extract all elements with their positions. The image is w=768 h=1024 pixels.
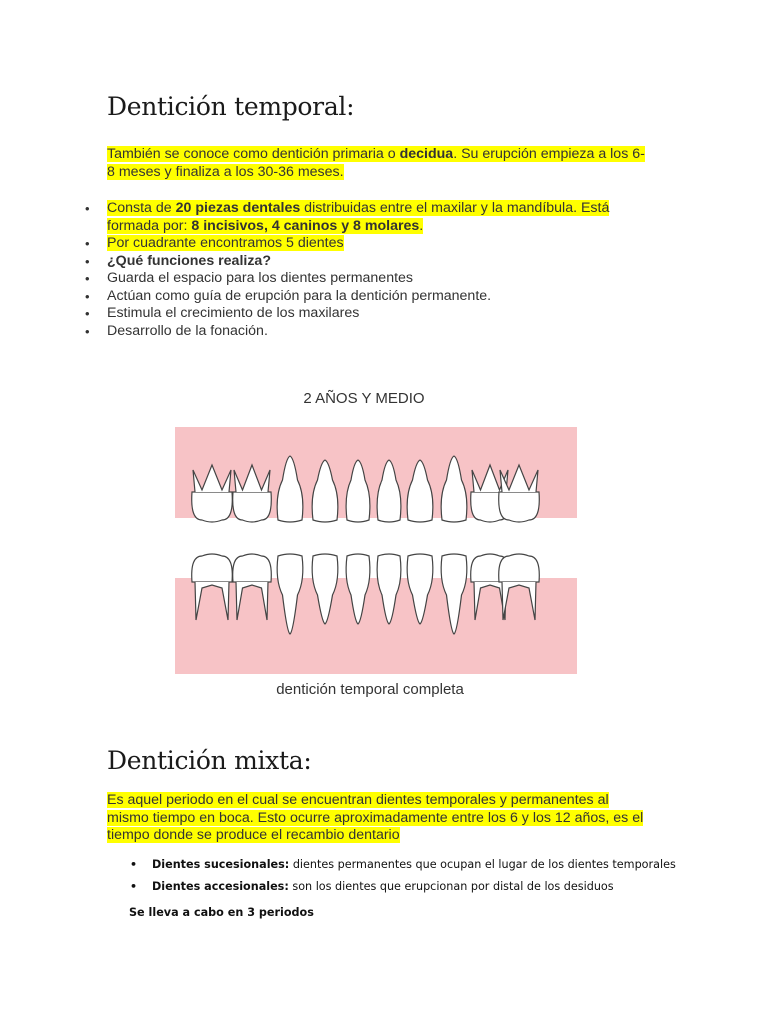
intro-paragraph-temporal [107, 146, 647, 181]
list-item [0, 854, 676, 876]
list-item [0, 270, 647, 288]
bullet-glyph: • [85, 288, 90, 304]
closing-line: Se lleva a cabo en 3 periodos [129, 906, 314, 919]
bullet5-text: Actúan como guía de erupción para la dentición permanente. [107, 287, 492, 304]
mixta-bullet2-rest: son los dientes que erupcionan por distal de los desiduos [288, 880, 614, 893]
bullet-glyph: • [85, 306, 90, 321]
intro2-text: Es aquel periodo en el cual se encuentran dientes temporales y permanentes al mismo tiempo en boca. Esto ocurre aproximadamente entre los 6 y los 12 años, es el tiempo donde se produce el recambio dentario [107, 792, 644, 843]
bullet-glyph: • [130, 858, 138, 871]
section-title-temporal: Dentición temporal: [107, 92, 355, 121]
bullet-glyph: • [85, 271, 90, 286]
list-item [0, 876, 676, 898]
figure-heading: 2 AÑOS Y MEDIO [303, 390, 425, 407]
bullet1-mid: distribuidas entre el maxilar y la mandíbula. Está formada por: [107, 200, 610, 234]
mixta-bullet2-term: Dientes accesionales: [152, 880, 289, 893]
bullet2-text: Por cuadrante encontramos 5 dientes [107, 235, 344, 251]
dental-arch-figure [0, 370, 768, 710]
figure-caption: dentición temporal completa [276, 681, 464, 698]
bullet-glyph: • [85, 236, 90, 251]
bullet6-text: Estimula el crecimiento de los maxilares [107, 305, 360, 321]
bullet3-text: ¿Qué funciones realiza? [107, 252, 271, 269]
mixta-bullet1-rest: dientes permanentes que ocupan el lugar de los dientes temporales [289, 858, 676, 871]
teeth-illustration [0, 370, 768, 710]
list-item [0, 235, 647, 253]
mixta-bullet1-term: Dientes sucesionales: [152, 858, 290, 871]
lower-gum [175, 578, 577, 674]
list-item [0, 200, 647, 235]
bullet1-bold1: 20 piezas dentales [175, 200, 301, 216]
list-item [0, 288, 647, 306]
temporal-bullet-list [0, 200, 768, 340]
bullet-glyph: • [85, 201, 90, 216]
bullet-glyph: • [85, 323, 90, 339]
list-item [0, 305, 647, 323]
intro-bold-decidua: decidua [399, 146, 454, 162]
bullet4-text: Guarda el espacio para los dientes permanentes [107, 270, 414, 286]
intro-pre: También se conoce como dentición primaria o [107, 146, 400, 162]
bullet1-pre: Consta de [107, 200, 176, 216]
bullet-glyph: • [130, 880, 138, 893]
bullet1-bold2: 8 incisivos, 4 caninos y 8 molares [191, 217, 420, 234]
section-title-mixta: Dentición mixta: [107, 746, 312, 775]
intro-post: . Su erupción empieza a los 6-8 meses y finaliza a los 30-36 meses. [107, 146, 645, 180]
intro-paragraph-mixta [107, 792, 652, 845]
bullet7-text: Desarrollo de la fonación. [107, 322, 268, 339]
bullet-glyph: • [85, 253, 90, 269]
bullet1-post: . [419, 217, 424, 234]
list-item [0, 253, 647, 271]
list-item [0, 323, 647, 341]
mixta-bullet-list [0, 854, 676, 898]
